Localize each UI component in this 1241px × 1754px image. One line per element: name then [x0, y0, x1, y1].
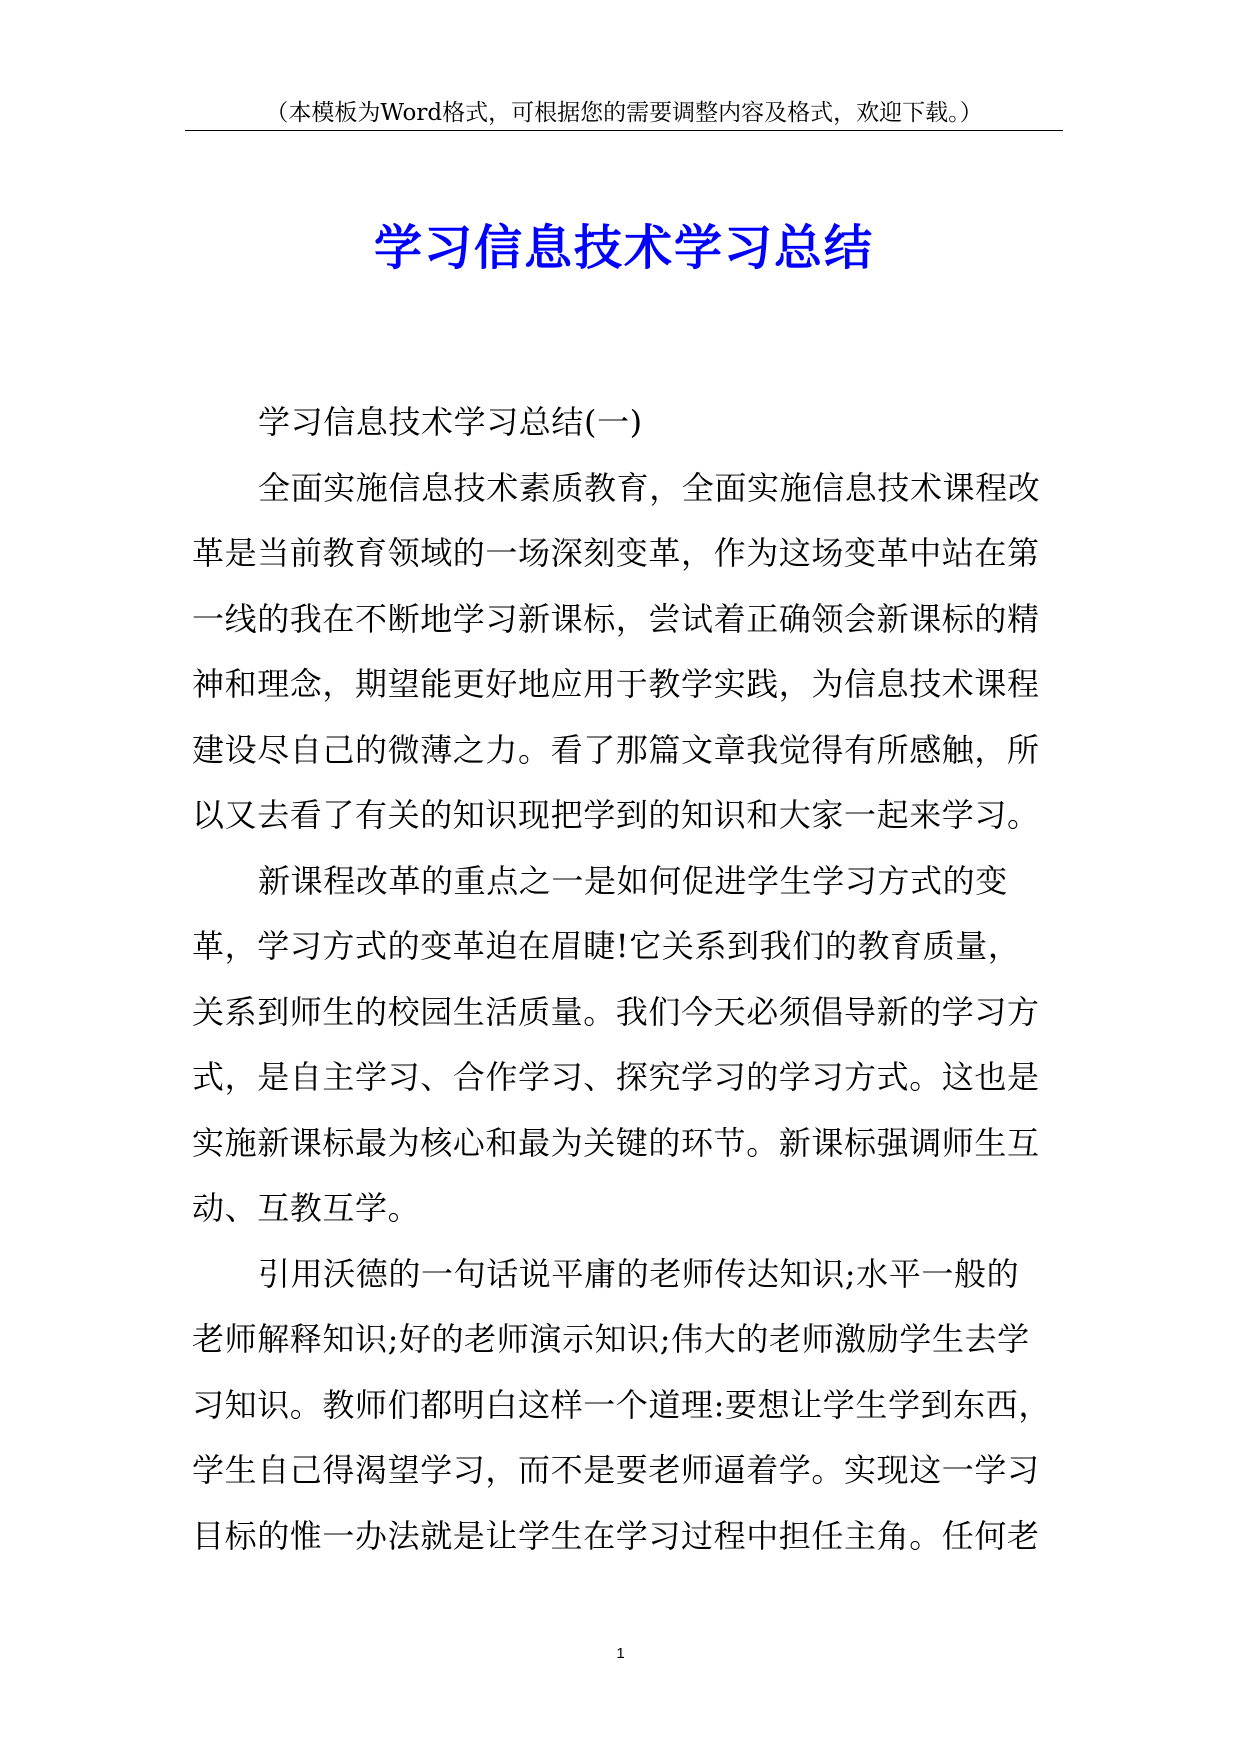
paragraph-line: 引用沃德的一句话说平庸的老师传达知识;水平一般的	[258, 1254, 1020, 1293]
paragraph-line: 建设尽自己的微薄之力。看了那篇文章我觉得有所感触，所	[192, 730, 1040, 769]
paragraph-line: 式，是自主学习、合作学习、探究学习的学习方式。这也是	[192, 1058, 1040, 1096]
paragraph-line: 老师解释知识;好的老师演示知识;伟大的老师激励学生去学	[192, 1320, 1030, 1358]
paragraph-line: 动、互教互学。	[192, 1189, 421, 1227]
paragraph-line: 关系到师生的校园生活质量。我们今天必须倡导新的学习方	[192, 992, 1040, 1031]
paragraph-line: 学生自己得渴望学习，而不是要老师逼着学。实现这一学习	[192, 1451, 1040, 1489]
document-body	[192, 390, 1072, 1569]
section-heading: 学习信息技术学习总结(一)	[258, 403, 643, 441]
template-note: （本模板为Word格式，可根据您的需要调整内容及格式，欢迎下载。）	[265, 100, 983, 126]
paragraph-line: 以又去看了有关的知识现把学到的知识和大家一起来学习。	[192, 796, 1040, 834]
paragraph-line: 革，学习方式的变革迫在眉睫!它关系到我们的教育质量，	[192, 927, 1021, 965]
paragraph-line: 神和理念，期望能更好地应用于教学实践，为信息技术课程	[192, 665, 1040, 703]
paragraph-line: 目标的惟一办法就是让学生在学习过程中担任主角。任何老	[192, 1516, 1040, 1555]
paragraph-line: 习知识。教师们都明白这样一个道理:要想让学生学到东西，	[192, 1385, 1051, 1424]
header-divider	[185, 130, 1063, 131]
paragraph-line: 实施新课标最为核心和最为关键的环节。新课标强调师生互	[192, 1123, 1040, 1162]
page-number: 1	[616, 1645, 625, 1662]
paragraph-line: 一线的我在不断地学习新课标，尝试着正确领会新课标的精	[192, 599, 1040, 638]
paragraph-line: 新课程改革的重点之一是如何促进学生学习方式的变	[258, 861, 1008, 900]
document-title: 学习信息技术学习总结	[373, 220, 874, 276]
paragraph-line: 革是当前教育领域的一场深刻变革，作为这场变革中站在第	[192, 534, 1040, 572]
paragraph-line: 全面实施信息技术素质教育，全面实施信息技术课程改	[258, 468, 1041, 507]
